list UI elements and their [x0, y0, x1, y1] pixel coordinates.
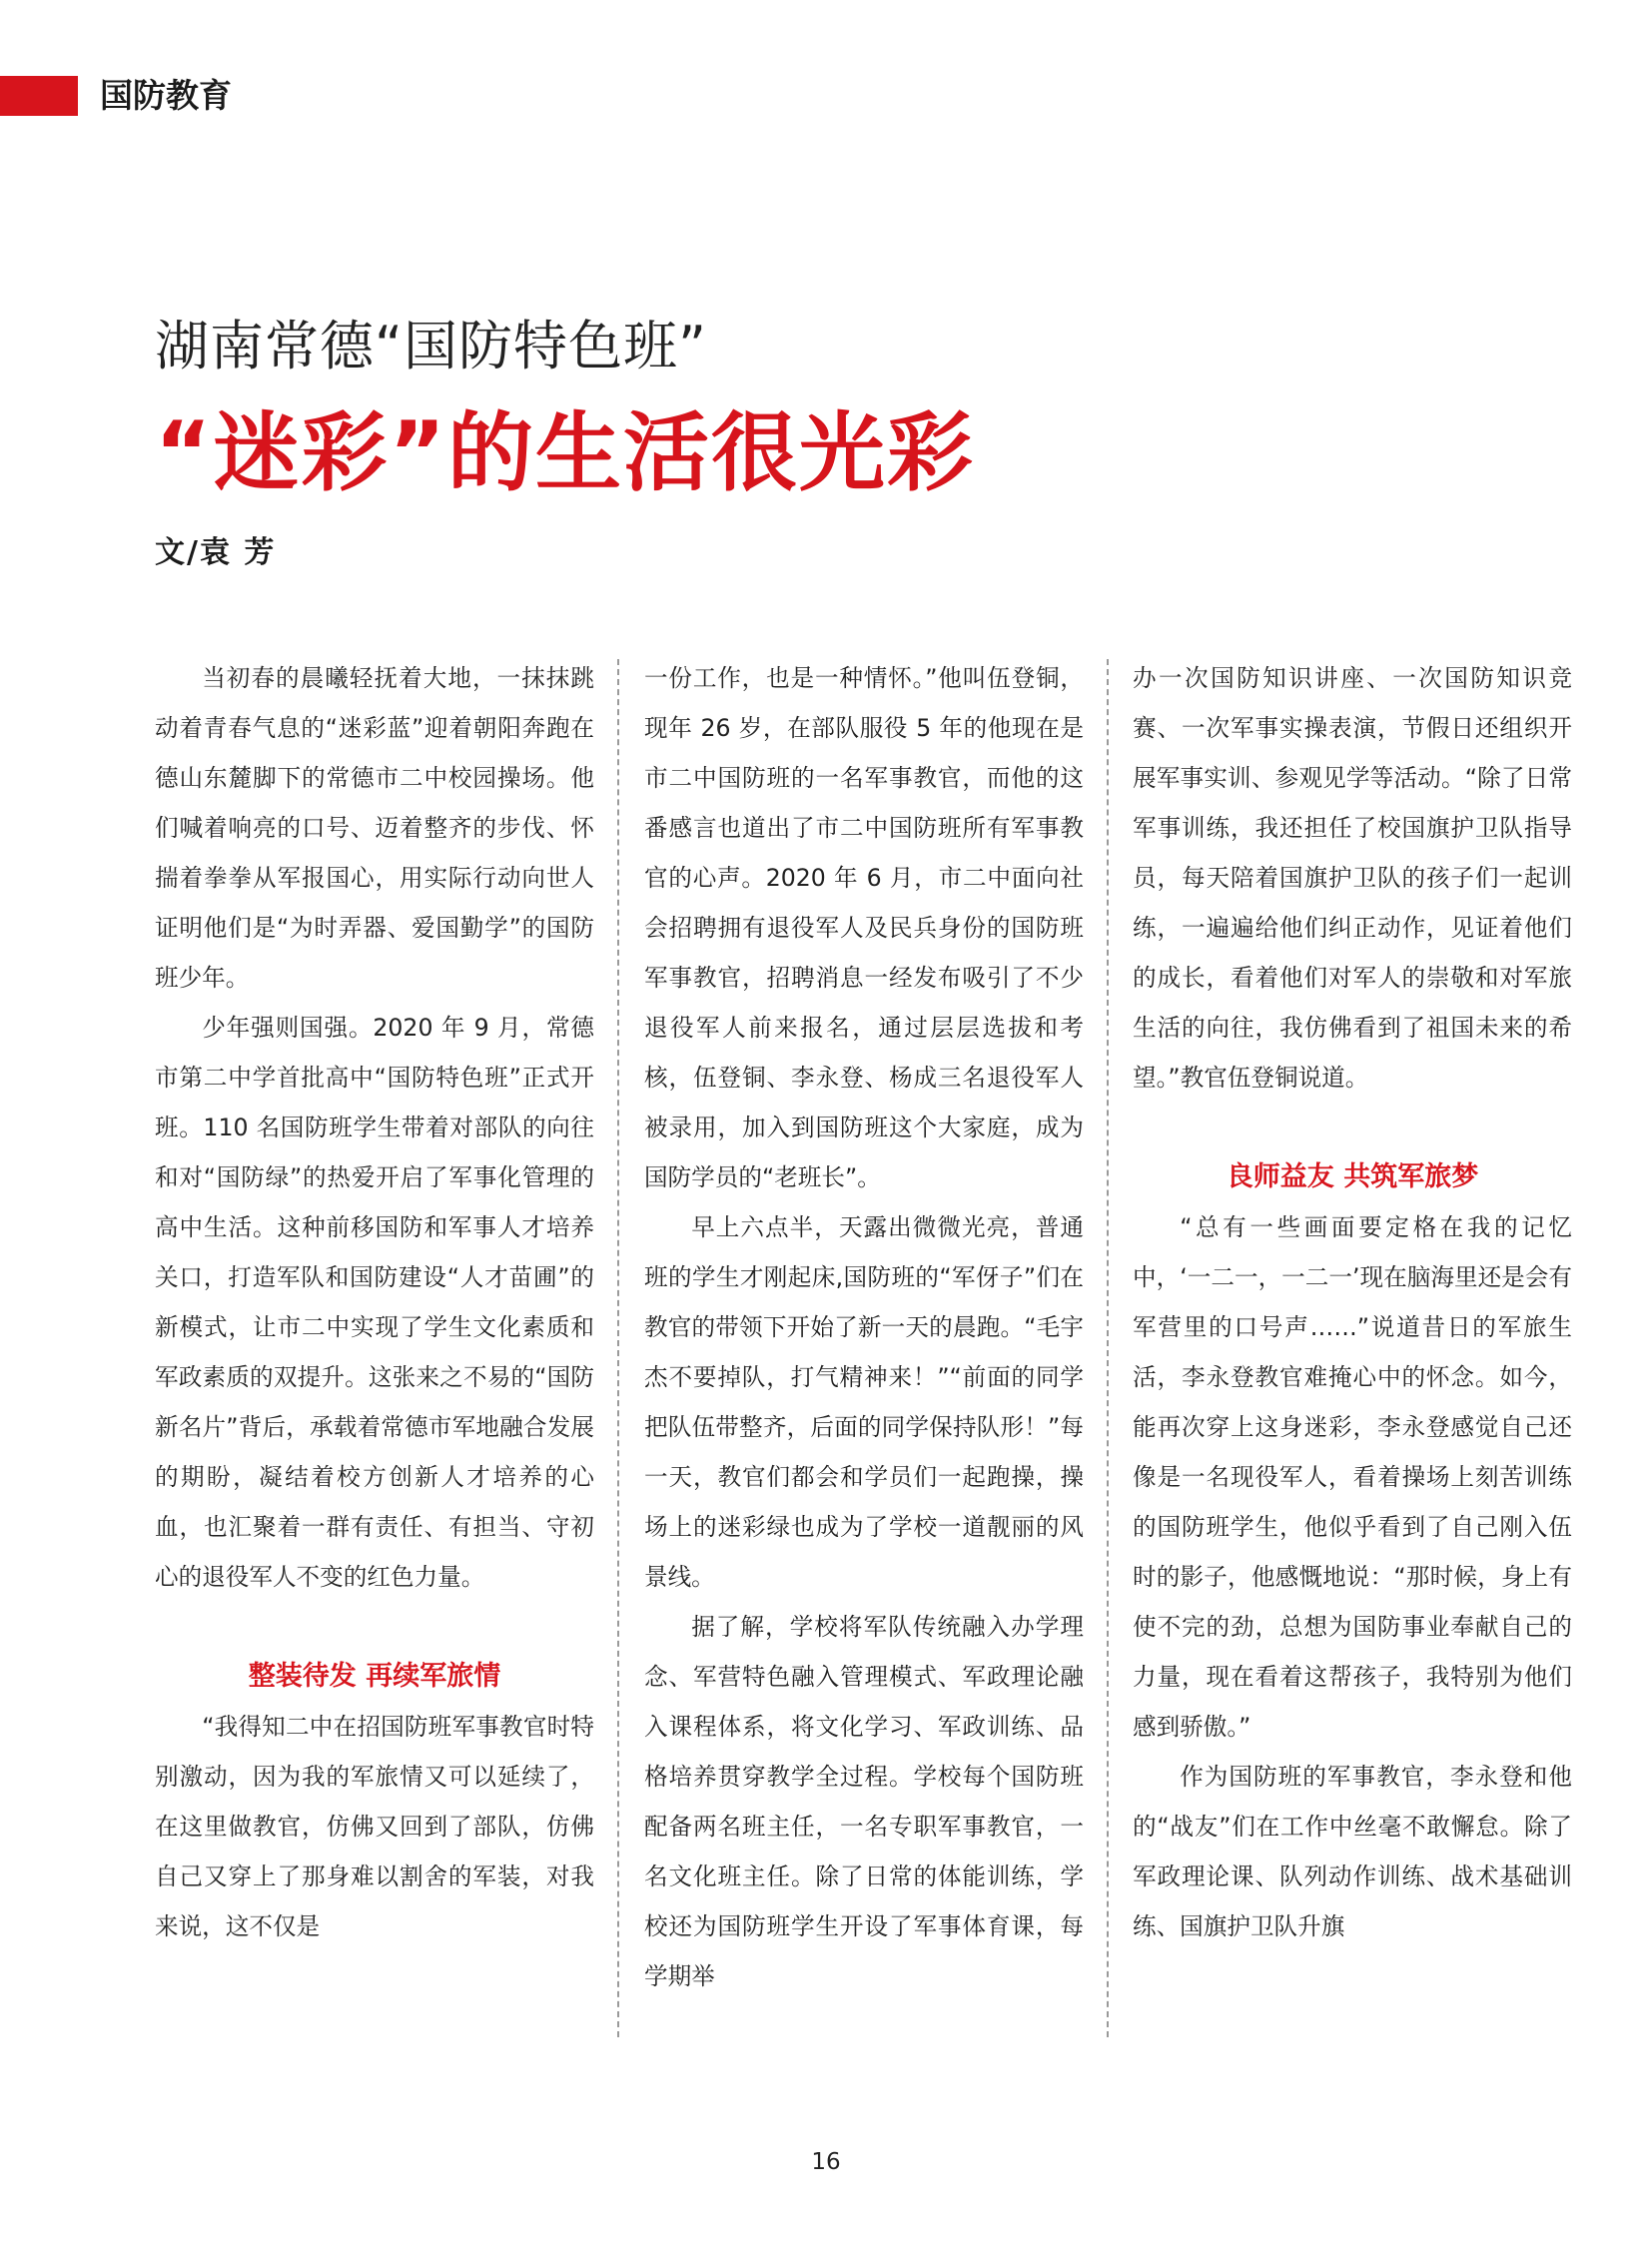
paragraph: 一份工作，也是一种情怀。”他叫伍登铜，现年 26 岁，在部队服役 5 年的他现在是市二中国防班的一名军事教官，而他的这番感言也道出了市二中国防班所有军事教官的心声。2020 年 6 月，市二中面向社会招聘拥有退役军人及民兵身份的国防班军事教官，招聘消息一经发布吸引了不少退役军人前来报名，通过层层选拔和考核，伍登铜、李永登、杨成三名退役军人被录用，加入到国防班这个大家庭，成为国防学员的“老班长”。 — [644, 664, 1084, 1191]
article-column-3 — [1133, 653, 1572, 2051]
section-label: 国防教育 — [100, 76, 232, 115]
paragraph: 据了解，学校将军队传统融入办学理念、军营特色融入管理模式、军政理论融入课程体系，将文化学习、军政训练、品格培养贯穿教学全过程。学校每个国防班配备两名班主任，一名专职军事教官，一名文化班主任。除了日常的体能训练，学校还为国防班学生开设了军事体育课，每学期举 — [644, 1613, 1084, 1990]
article-title: “迷彩”的生活很光彩 — [155, 403, 976, 503]
paragraph: 办一次国防知识讲座、一次国防知识竞赛、一次军事实操表演，节假日还组织开展军事实训、参观见学等活动。“除了日常军事训练，我还担任了校国旗护卫队指导员，每天陪着国旗护卫队的孩子们一起训练，一遍遍给他们纠正动作，见证着他们的成长，看着他们对军人的崇敬和对军旅生活的向往，我仿佛看到了祖国未来的希望。”教官伍登铜说道。 — [1133, 664, 1572, 1092]
paragraph: 早上六点半，天露出微微光亮，普通班的学生才刚起床,国防班的“军伢子”们在教官的带领下开始了新一天的晨跑。“毛宇杰不要掉队，打气精神来！”“前面的同学把队伍带整齐，后面的同学保持队形！”每一天，教官们都会和学员们一起跑操，操场上的迷彩绿也成为了学校一道靓丽的风景线。 — [644, 1213, 1084, 1591]
section-heading: 整装待发 再续军旅情 — [248, 1661, 501, 1692]
paragraph: 当初春的晨曦轻抚着大地，一抹抹跳动着青春气息的“迷彩蓝”迎着朝阳奔跑在德山东麓脚下的常德市二中校园操场。他们喊着响亮的口号、迈着整齐的步伐、怀揣着拳拳从军报国心，用实际行动向世人证明他们是“为时弄器、爱国勤学”的国防班少年。 — [155, 664, 594, 992]
section-marker-bar — [0, 76, 78, 116]
article-column-1 — [155, 653, 594, 2051]
article-subtitle: 湖南常德“国防特色班” — [155, 315, 707, 377]
article-byline: 文/袁 芳 — [155, 535, 277, 570]
page-number: 16 — [811, 2149, 841, 2175]
section-heading: 良师益友 共筑军旅梦 — [1226, 1161, 1479, 1192]
paragraph: “总有一些画面要定格在我的记忆中，‘一二一，一二一’现在脑海里还是会有军营里的口号声……”说道昔日的军旅生活，李永登教官难掩心中的怀念。如今，能再次穿上这身迷彩，李永登感觉自己还像是一名现役军人，看着操场上刻苦训练的国防班学生，他似乎看到了自己刚入伍时的影子，他感慨地说：“那时候，身上有使不完的劲，总想为国防事业奉献自己的力量，现在看着这帮孩子，我特别为他们感到骄傲。” — [1133, 1213, 1572, 1741]
article-column-2 — [644, 653, 1084, 2051]
paragraph: 作为国防班的军事教官，李永登和他的“战友”们在工作中丝毫不敢懈怠。除了军政理论课、队列动作训练、战术基础训练、国旗护卫队升旗 — [1133, 1763, 1572, 1940]
paragraph: “我得知二中在招国防班军事教官时特别激动，因为我的军旅情又可以延续了，在这里做教官，仿佛又回到了部队，仿佛自己又穿上了那身难以割舍的军装，对我来说，这不仅是 — [155, 1713, 594, 1940]
column-divider — [617, 659, 619, 2037]
column-divider — [1107, 659, 1109, 2037]
paragraph: 少年强则国强。2020 年 9 月，常德市第二中学首批高中“国防特色班”正式开班。110 名国防班学生带着对部队的向往和对“国防绿”的热爱开启了军事化管理的高中生活。这种前移国防和军事人才培养关口，打造军队和国防建设“人才苗圃”的新模式，让市二中实现了学生文化素质和军政素质的双提升。这张来之不易的“国防新名片”背后，承载着常德市军地融合发展的期盼，凝结着校方创新人才培养的心血，也汇聚着一群有责任、有担当、守初心的退役军人不变的红色力量。 — [155, 1014, 594, 1591]
